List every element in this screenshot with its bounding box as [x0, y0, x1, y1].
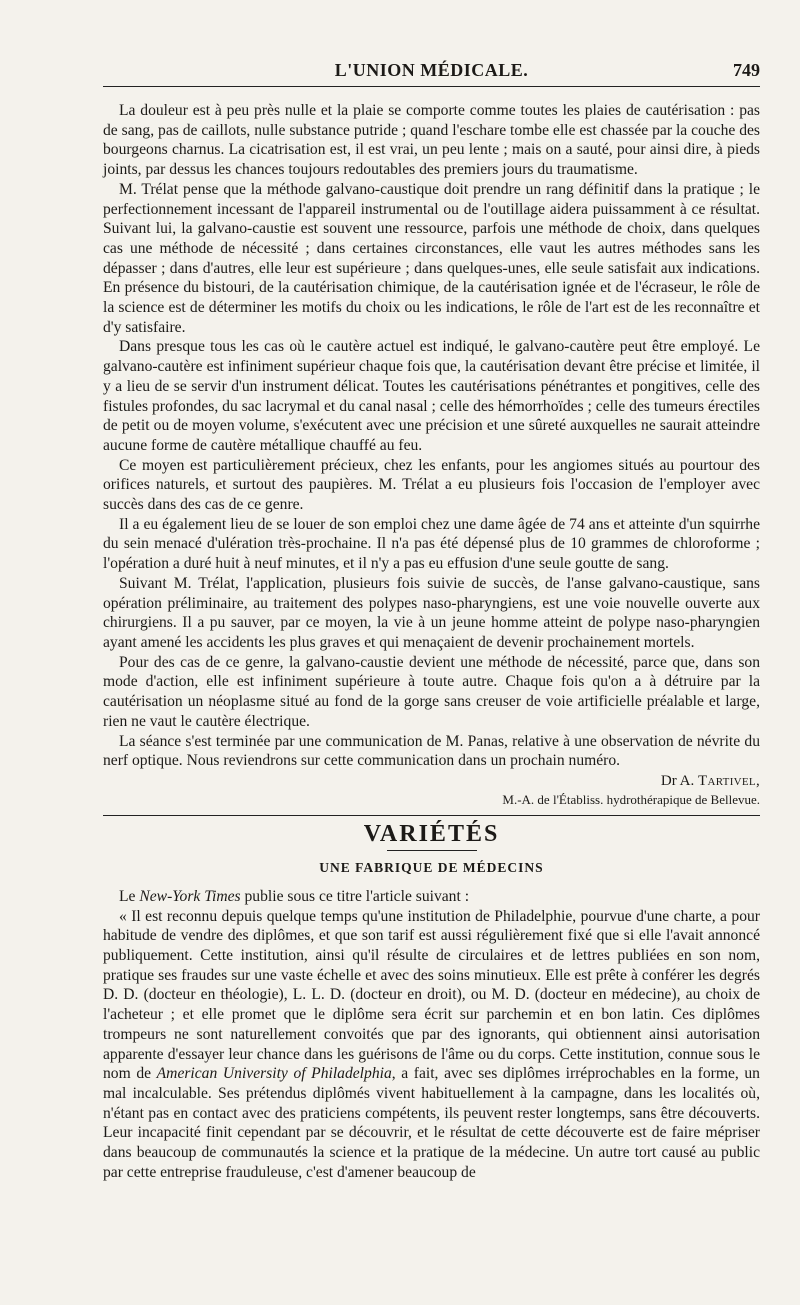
- paragraph: La douleur est à peu près nulle et la plaie se comporte comme toutes les plaies de cautérisation : pas de sang, pas de caillots, nulle substance putride ; quand l'eschare tombe elle est chassée par la couche des bourgeons charnus. La cicatrisation est, il est vrai, un peu lente ; mais on a sauté, pour ainsi dire, à pieds joints, par dessus les chances toujours redoutables des premiers jours du traumatisme.: [103, 102, 760, 179]
- author-signature: [103, 772, 760, 791]
- article-body: [103, 101, 760, 808]
- author-prefix: Dr A.: [660, 772, 698, 789]
- paragraph: Il a eu également lieu de se louer de son emploi chez une dame âgée de 74 ans et atteinte d'un squirrhe du sein menacé d'ulération très-prochaine. Il n'a pas été dépensé plus de 10 grammes de chloroforme ; l'opération a duré huit à neuf minutes, et il n'y a pas eu effusion d'une seule goutte de sang.: [103, 515, 760, 573]
- article-title: UNE FABRIQUE DE MÉDECINS: [319, 859, 544, 875]
- page: [103, 56, 760, 1182]
- title-underline: [387, 850, 477, 851]
- institution-name: American University of Philadelphia: [156, 1065, 392, 1083]
- paragraph: M. Trélat pense que la méthode galvano-caustique doit prendre un rang définitif dans la pratique ; le perfectionnement incessant de l'appareil instrumental ou de l'outillage aidera puissamment à ce résultat. Suivant lui, la galvano-caustie est souvent une ressource, parfois une méthode de choix, dans quelques cas une méthode de nécessité ; dans certaines circonstances, elle vaut les autres méthodes sans les dépasser ; dans d'autres, elle leur est supérieure ; dans quelques-unes, elle seule satisfait aux indications. En présence du bistouri, de la cautérisation chimique, de la cautérisation ignée et de l'écraseur, le rôle de la science est de déterminer les motifs du choix ou les indications, le rôle de l'art est de les reconnaître et d'y satisfaire.: [103, 180, 760, 336]
- running-head: [103, 56, 760, 87]
- section-divider: [103, 815, 760, 816]
- paragraph: Dans presque tous les cas où le cautère actuel est indiqué, le galvano-cautère peut être employé. Le galvano-cautère est infiniment supérieur chaque fois que, la cautérisation devant être précise et limitée, il y a lieu de se servir d'un instrument délicat. Toutes les cautérisations pénétrantes et pongitives, celle des fistules profondes, du sac lacrymal et du canal nasal ; celle des hémorrhoïdes ; celle des tumeurs érectiles de petit ou de moyen volume, s'exécutent avec une précision et une sûreté auxquelles ne saurait atteindre aucune forme de cautère métallique chauffé au feu.: [103, 338, 760, 454]
- section-title: VARIÉTÉS: [363, 820, 500, 847]
- paragraph: Ce moyen est particulièrement précieux, chez les enfants, pour les angiomes situés au pourtour des orifices naturels, et surtout des paupières. M. Trélat a eu plusieurs fois l'occasion de l'employer avec succès dans des cas de ce genre.: [103, 456, 760, 514]
- paragraph: La séance s'est terminée par une communication de M. Panas, relative à une observation de névrite du nerf optique. Nous reviendrons sur cette communication dans un prochain numéro.: [103, 732, 760, 770]
- article-intro: Le New-York Times publie sous ce titre l'article suivant :: [119, 887, 470, 905]
- author-name: Tartivel,: [698, 772, 760, 789]
- quoted-article: « Il est reconnu depuis quelque temps qu'une institution de Philadelphie, pourvue d'une charte, a pour habitude de vendre des diplômes, et que son tarif est aussi régulièrement fixé que si elle l'avait annoncé publiquement. Cette institution, ainsi qu'il résulte de circulaires et de lettres publiées en son nom, pratique ses fraudes sur une vaste échelle et avec des soins minutieux. Elle est prête à conférer les degrés D. D. (docteur en théologie), L. L. D. (docteur en droit), ou M. D. (docteur en médecine), au choix de l'acheteur ; et elle promet que le diplôme sera écrit sur parchemin et en bon latin. Ces diplômes trompeurs ne sont naturellement convoités que par des ignorants, qui obtiennent ainsi autorisation apparente d'essayer leur chance dans les guérisons de l'âme ou du corps. Cette institution, connue sous le nom de American University of Philadelphia, a fait, avec ses diplômes irréprochables en la forme, un mal incalculable. Ses prétendus diplômés vivent habituellement à la campagne, dans les localités où, n'étant pas en contact avec des praticiens compétents, ils peuvent rester longtemps, sans être découverts. Leur incapacité finit cependant par se découvrir, et le résultat de cette découverte est de faire mépriser dans beaucoup de communautés la science et la pratique de la médecine. Un autre tort causé au public par cette entreprise frauduleuse, c'est d'amener beaucoup de: [103, 907, 760, 1181]
- author-affiliation: M.-A. de l'Établiss. hydrothérapique de Bellevue.: [502, 791, 760, 807]
- newspaper-name: New-York Times: [139, 887, 241, 905]
- journal-title: L'UNION MÉDICALE.: [334, 60, 529, 80]
- paragraph: Suivant M. Trélat, l'application, plusieurs fois suivie de succès, de l'anse galvano-caustique, sans opération préliminaire, au traitement des polypes naso-pharyngiens, est une voie nouvelle ouverte aux chirurgiens. Il a pu sauver, par ce moyen, la vie à un jeune homme atteint de polype naso-pharyngien ayant amené les accidents les plus graves et qui menaçaient de devenir prochainement mortels.: [103, 574, 760, 651]
- paragraph: Pour des cas de ce genre, la galvano-caustie devient une méthode de nécessité, parce que, dans son mode d'action, elle est infiniment supérieure à toute autre. Chaque fois qu'on a à détruire par la cautérisation un néoplasme situé au fond de la gorge sans creuser de voie artificielle préalable et large, rien ne vaut le cautère électrique.: [103, 653, 760, 730]
- page-number: 749: [733, 60, 760, 80]
